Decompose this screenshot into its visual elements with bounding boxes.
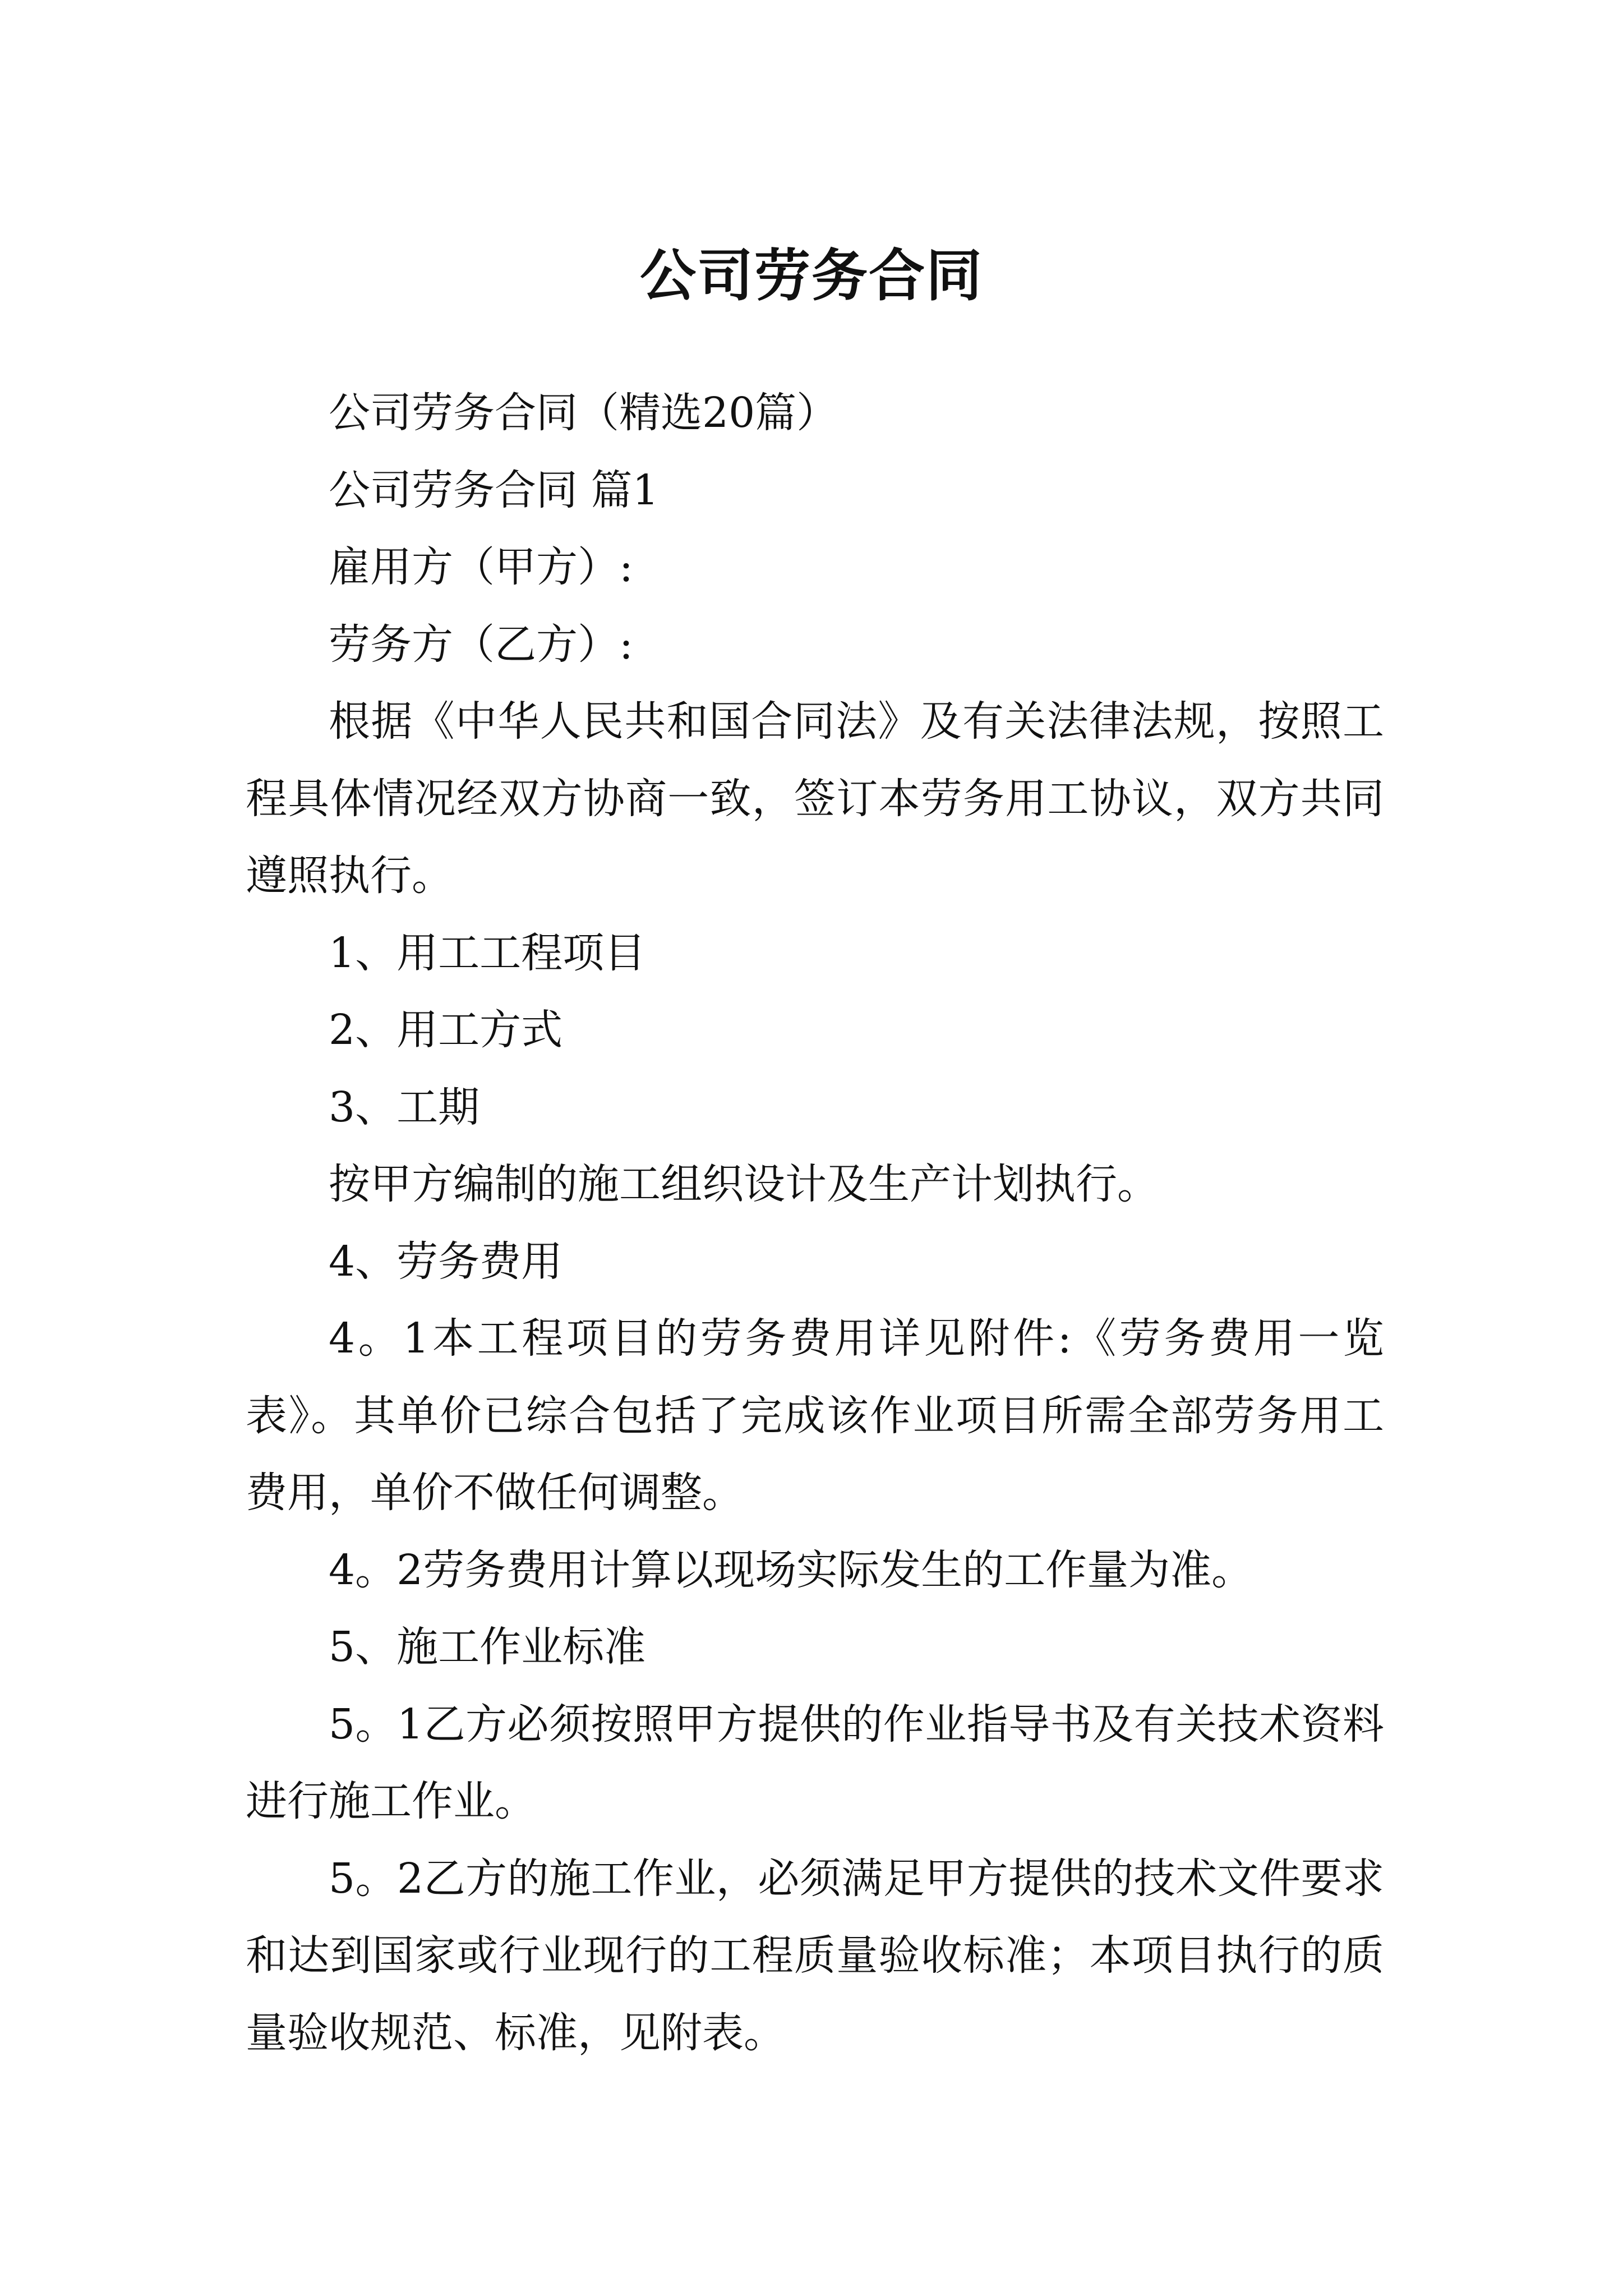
paragraph-clause-1: 1、用工工程项目	[329, 928, 646, 977]
paragraph-clause-5-2: 5。2乙方的施工作业，必须满足甲方提供的技术文件要求和达到国家或行业现行的工程质量验收标准；本项目执行的质量验收规范、标准，见附表。	[246, 1854, 1384, 2057]
document-title: 公司劳务合同	[640, 243, 983, 309]
document-body	[246, 375, 1384, 2072]
paragraph-clause-4-1: 4。1本工程项目的劳务费用详见附件:《劳务费用一览表》。其单价已综合包括了完成该作业项目所需全部劳务用工费用，单价不做任何调整。	[246, 1314, 1384, 1517]
paragraph-clause-4-2: 4。2劳务费用计算以现场实际发生的工作量为准。	[329, 1545, 1253, 1594]
paragraph-preamble: 根据《中华人民共和国合同法》及有关法律法规，按照工程具体情况经双方协商一致，签订本劳务用工协议，双方共同遵照执行。	[246, 697, 1384, 900]
paragraph-party-a: 雇用方（甲方）:	[329, 543, 633, 591]
paragraph-clause-2: 2、用工方式	[329, 1006, 563, 1054]
paragraph-section-heading: 公司劳务合同 篇1	[329, 466, 659, 514]
paragraph-clause-3: 3、工期	[329, 1083, 480, 1131]
paragraph-clause-5: 5、施工作业标准	[329, 1623, 646, 1671]
paragraph-clause-5-1: 5。1乙方必须按照甲方提供的作业指导书及有关技术资料进行施工作业。	[246, 1700, 1384, 1825]
paragraph-subtitle: 公司劳务合同（精选20篇）	[329, 389, 838, 437]
paragraph-party-b: 劳务方（乙方）:	[329, 620, 633, 669]
paragraph-clause-3-text: 按甲方编制的施工组织设计及生产计划执行。	[329, 1160, 1159, 1208]
paragraph-clause-4: 4、劳务费用	[329, 1237, 563, 1286]
